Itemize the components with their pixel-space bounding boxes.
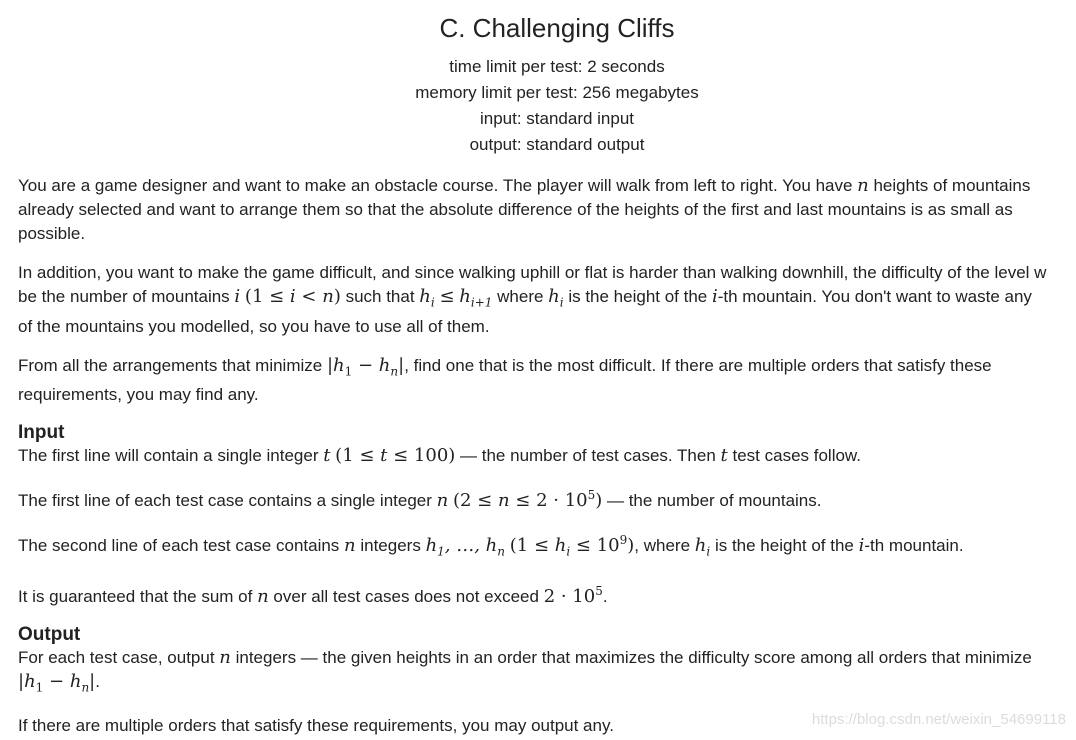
memory-limit: memory limit per test: 256 megabytes: [415, 83, 699, 102]
output-line-1: For each test case, output n integers — the given heights in an order that maximizes the difficulty score among all orders that minimize $|h_1 - h_n|$.: [18, 646, 1032, 695]
input-line-1: The first line will contain a single integer t (1 ≤ t ≤ 100) — the number of test cases. Then t test cases follow.: [18, 445, 861, 467]
watermark: https://blog.csdn.net/weixin_54699118: [811, 711, 1066, 728]
input-line-3: The second line of each test case contains n integers $h_1$, …, $h_n$ $(1 \le h_i \le 10^9)$, where $h_i$ is the height of the i-th mountain.: [18, 533, 964, 559]
input-line-2: The first line of each test case contains a single integer n $(2 \le n \le 2 \cdot 10^5)$ — the number of mountains.: [18, 488, 822, 512]
output-section-title: Output: [18, 623, 81, 645]
time-limit: time limit per test: 2 seconds: [449, 57, 665, 76]
output-line-2: If there are multiple orders that satisfy these requirements, you may output any.: [18, 716, 614, 736]
statement-paragraph-2: In addition, you want to make the game difficult, and since walking uphill or flat is harder than walking downhill, the difficulty of the level w be the number of mountains i (1 ≤ i < n) such that $h_i \le h_{i+1}$ where $h_i$ is the height of the i-th mountain. You don't want to waste any of the mountains you modelled, so you have to use all of them.: [18, 263, 1047, 336]
input-line-4: It is guaranteed that the sum of n over all test cases does not exceed $2 \cdot 10^5$.: [18, 583, 608, 607]
input-section-title: Input: [18, 422, 65, 444]
output-spec: output: standard output: [469, 135, 645, 154]
problem-title: C. Challenging Cliffs: [439, 13, 675, 43]
problem-statement: [18, 174, 1076, 740]
statement-paragraph-1: You are a game designer and want to make an obstacle course. The player will walk from left to right. You have n heights of mountains already selected and want to arrange them so that the absolute difference of the heights of the first and last mountains is as small as possible.: [18, 175, 1031, 243]
input-spec: input: standard input: [479, 109, 635, 128]
statement-paragraph-3: From all the arrangements that minimize $|h_1 - h_n|$, find one that is the most difficult. If there are multiple orders that satisfy these requirements, you may find any.: [18, 354, 992, 405]
